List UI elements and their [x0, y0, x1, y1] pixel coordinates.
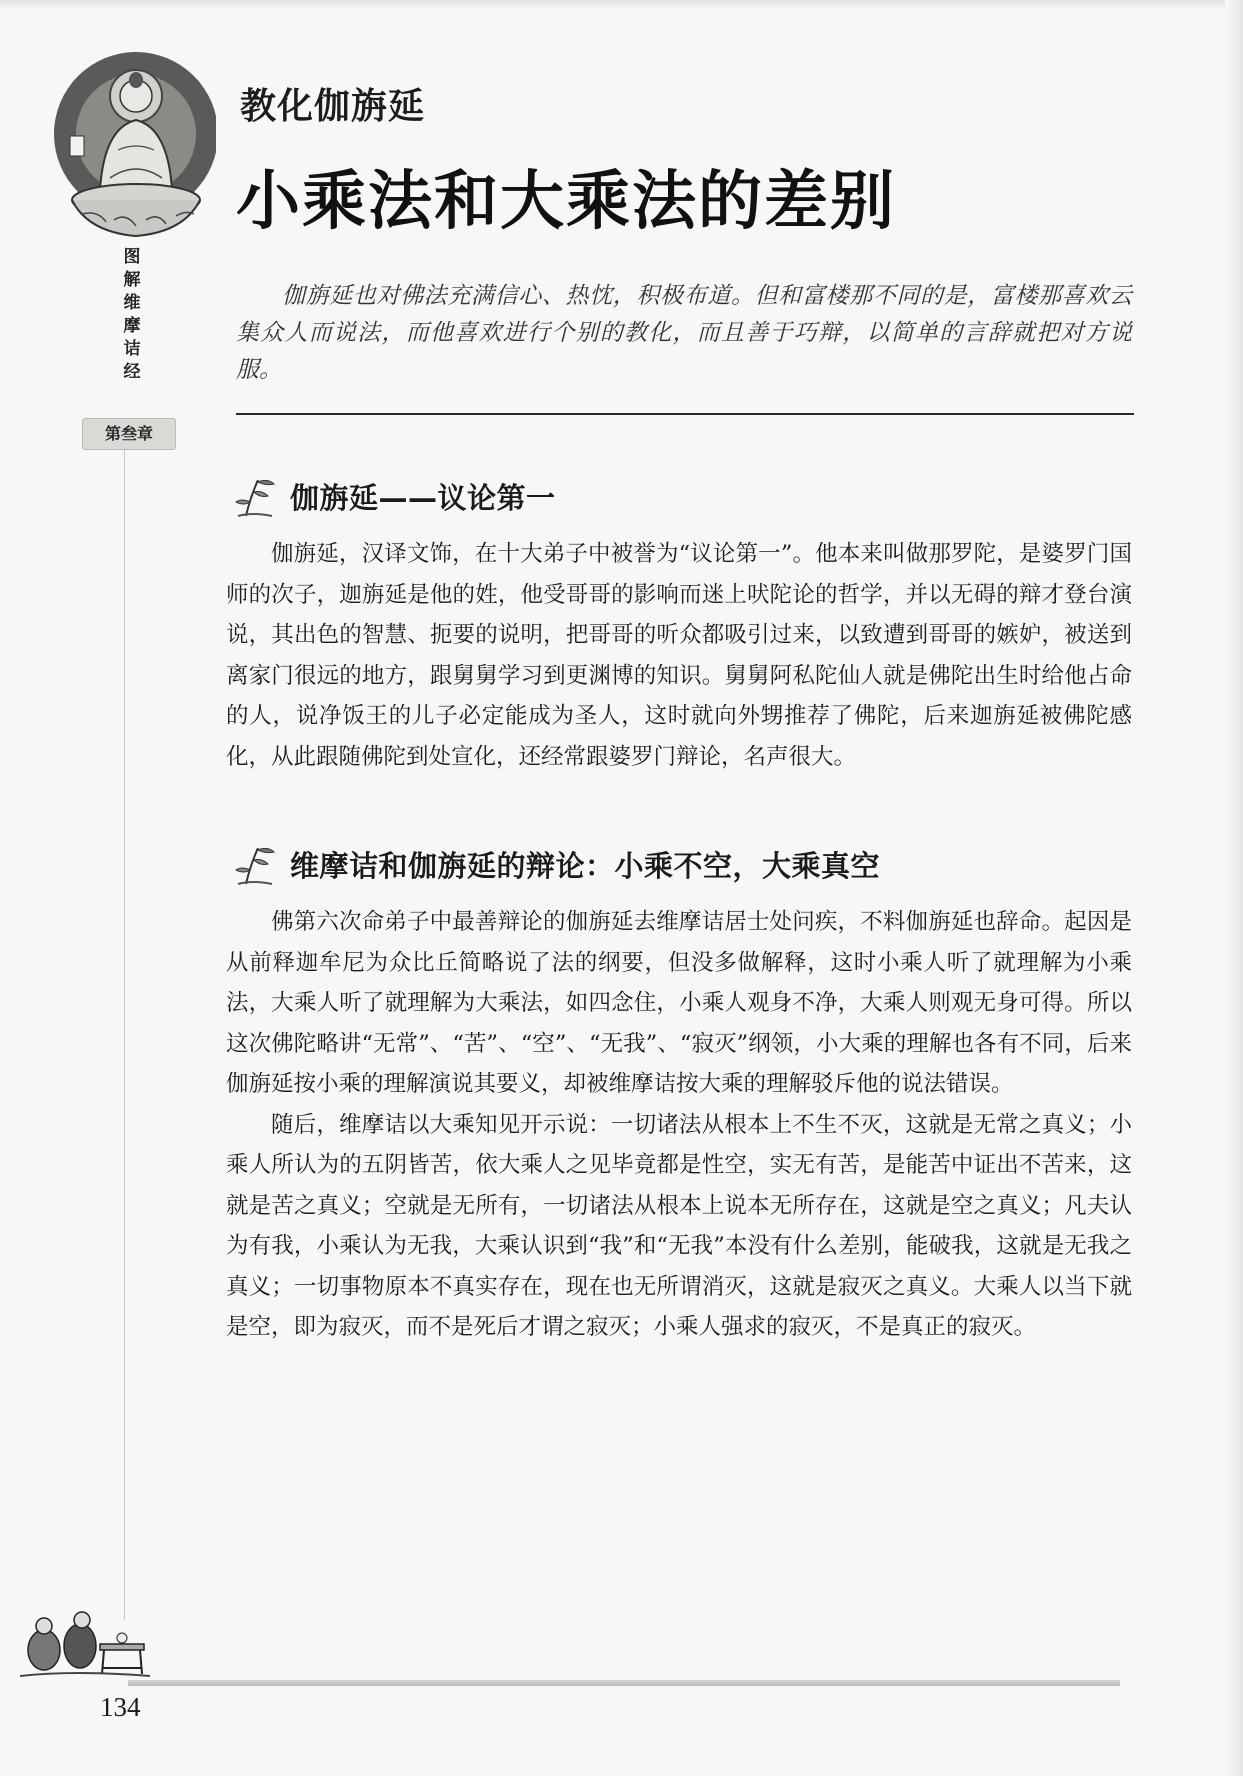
chapter-tab: 第叁章 — [82, 418, 176, 450]
page-number: 134 — [100, 1692, 141, 1722]
page-gutter-shadow — [1225, 0, 1243, 1776]
body-paragraph: 随后，维摩诘以大乘知见开示说：一切诸法从根本上不生不灭，这就是无常之真义；小乘人所认为的五阴皆苦，依大乘人之见毕竟都是性空，实无有苦，是能苦中证出不苦来，这就是苦之真义；空就是无所有，一切诸法从根本上说本无所存在，这就是空之真义；凡夫认为有我，小乘认为无我，大乘认识到“我”和“无我”本没有什么差别，能破我，这就是无我之真义；一切事物原本不真实存在，现在也无所谓消灭，这就是寂灭之真义。大乘人以当下就是空，即为寂灭，而不是死后才谓之寂灭；小乘人强求的寂灭，不是真正的寂灭。 — [226, 1111, 1132, 1340]
body-paragraph: 佛第六次命弟子中最善辩论的伽旃延去维摩诘居士处问疾，不料伽旃延也辞命。起因是从前释迦牟尼为众比丘简略说了法的纲要，但没多做解释，这时小乘人听了就理解为小乘法，大乘人听了就理解为大乘法，如四念住，小乘人观身不净，大乘人则观无身可得。所以这次佛陀略讲“无常”、“苦”、“空”、“无我”、“寂灭”纲领，小大乘的理解也各有不同，后来伽旃延按小乘的理解演说其要义，却被维摩诘按大乘的理解驳斥他的说法错误。 — [226, 909, 1132, 1097]
bamboo-icon — [232, 840, 280, 888]
intro-paragraph: 伽旃延也对佛法充满信心、热忱，积极布道。但和富楼那不同的是，富楼那喜欢云集众人而说法，而他喜欢进行个别的教化，而且善于巧辩，以简单的言辞就把对方说服。 — [236, 283, 1132, 383]
section-kicker: 教化伽旃延 — [240, 86, 426, 127]
bamboo-icon — [232, 472, 280, 520]
left-margin-rule — [124, 440, 125, 1620]
intro-divider — [236, 413, 1134, 415]
page-edge-shadow — [0, 0, 1243, 10]
section-heading — [232, 472, 556, 520]
section-body — [226, 534, 1132, 777]
section-heading-text: 维摩诘和伽旃延的辩论：小乘不空，大乘真空 — [290, 848, 881, 883]
scholars-illustration — [14, 1598, 154, 1682]
page-title: 小乘法和大乘法的差别 — [236, 165, 896, 239]
section-heading — [232, 840, 880, 888]
footer-rule — [128, 1680, 1120, 1686]
buddha-illustration — [48, 50, 216, 246]
series-title-vertical: 图解维摩诘经 — [123, 247, 141, 382]
body-paragraph: 伽旃延，汉译文饰，在十大弟子中被誉为“议论第一”。他本来叫做那罗陀，是婆罗门国师的次子，迦旃延是他的姓，他受哥哥的影响而迷上吠陀论的哲学，并以无碍的辩才登台演说，其出色的智慧、扼要的说明，把哥哥的听众都吸引过来，以致遭到哥哥的嫉妒，被送到离家门很远的地方，跟舅舅学习到更渊博的知识。舅舅阿私陀仙人就是佛陀出生时给他占命的人，说净饭王的儿子必定能成为圣人，这时就向外甥推荐了佛陀，后来迦旃延被佛陀感化，从此跟随佛陀到处宣化，还经常跟婆罗门辩论，名声很大。 — [226, 541, 1132, 770]
section-heading-text: 伽旃延——议论第一 — [290, 480, 556, 515]
section-body — [226, 902, 1132, 1348]
